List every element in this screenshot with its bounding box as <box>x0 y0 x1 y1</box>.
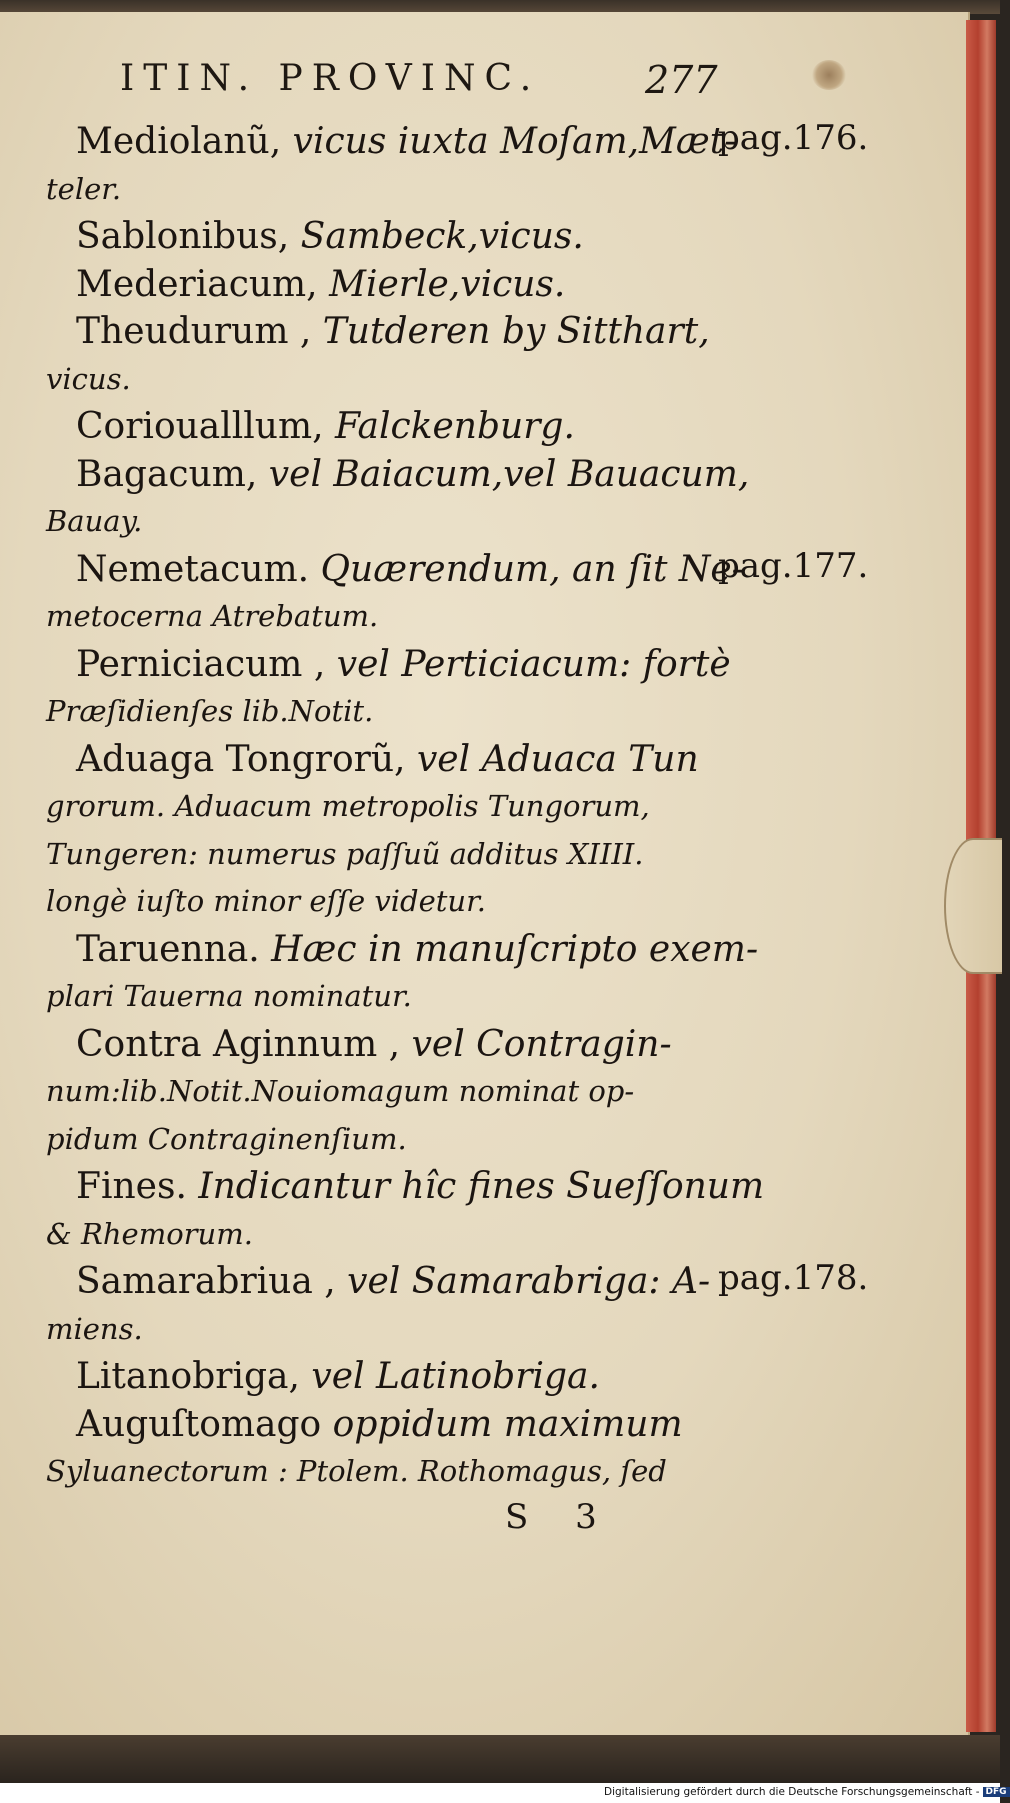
text-line <box>46 878 736 926</box>
text-line <box>46 451 750 499</box>
text-line <box>46 831 736 879</box>
text-line <box>46 356 736 404</box>
text-line <box>46 593 736 641</box>
lemma: Contra Aginnum , <box>76 1023 412 1065</box>
gloss: Falckenburg. <box>335 406 575 447</box>
lemma: Taruenna. <box>76 928 272 970</box>
lemma: Auguſtomago <box>76 1403 333 1445</box>
gloss: Tungeren: numerus paſſuũ additus XIIII. <box>46 836 644 871</box>
lemma: Nemetacum. <box>76 548 321 590</box>
book-page <box>0 12 970 1738</box>
scan-background-bottom <box>0 1735 1000 1783</box>
lemma: Mederiacum, <box>76 263 330 305</box>
lemma: Corioualllum, <box>76 406 336 447</box>
page-number: 277 <box>645 58 718 102</box>
lemma: Samarabriua , <box>76 1261 348 1302</box>
text-line <box>46 1401 736 1449</box>
text-line <box>46 1353 736 1401</box>
text-line <box>46 641 736 689</box>
gloss: vel Latinobriga. <box>311 1356 600 1397</box>
gloss: vel Contragin- <box>411 1023 672 1065</box>
lemma: Litanobriga, <box>76 1356 312 1397</box>
text-line <box>46 403 736 451</box>
gloss: Præſidienſes lib.Notit. <box>46 694 374 728</box>
text-line <box>46 926 759 974</box>
lemma: Sablonibus, <box>76 216 301 257</box>
gloss: plari Tauerna nominatur. <box>46 979 412 1013</box>
text-line <box>46 1116 736 1164</box>
lemma: Mediolanũ, <box>76 121 293 162</box>
gloss: num:lib.Notit.Nouiomagum nominat op- <box>46 1074 635 1108</box>
dfg-logo: DFG <box>983 1787 1010 1797</box>
gloss: & Rhemorum. <box>46 1216 253 1251</box>
gloss: oppidum maximum <box>332 1403 683 1445</box>
text-line <box>46 498 736 546</box>
gloss: longè iuſto minor eſſe videtur. <box>46 884 486 918</box>
text-line <box>46 688 736 736</box>
margin-page-reference: pag.177. <box>718 545 869 586</box>
text-line <box>46 546 744 594</box>
lemma: Aduaga Tongrorũ, <box>76 738 417 780</box>
gloss: vel Aduaca Tun <box>416 738 699 780</box>
gloss: vicus iuxta Moſam,Mæt- <box>292 121 737 162</box>
gloss: metocerna Atrebatum. <box>46 599 379 633</box>
text-line <box>46 308 736 356</box>
credit-text: Digitalisierung gefördert durch die Deutsche Forschungsgemeinschaft - <box>604 1786 980 1798</box>
text-line <box>46 973 736 1021</box>
text-block <box>46 118 765 1496</box>
text-line <box>46 166 736 214</box>
gloss: Quærendum, an ſit Ne- <box>320 548 744 590</box>
gloss: Mierle,vicus. <box>329 263 566 305</box>
page-header <box>0 58 968 108</box>
text-line <box>46 783 736 831</box>
gloss: Tutderen by Sitthart, <box>322 311 710 352</box>
page-edge-tab <box>944 838 1002 974</box>
gloss: Sambeck,vicus. <box>300 216 584 257</box>
text-line <box>46 1448 736 1496</box>
lemma: Perniciacum , <box>76 643 337 685</box>
gloss: Syluanectorum : Ptolem. Rothomagus, ſed <box>46 1454 667 1488</box>
signature-mark: S 3 <box>505 1497 615 1537</box>
text-line <box>46 1258 736 1306</box>
gloss: Hæc in manuſcripto exem- <box>271 928 759 970</box>
lemma: Fines. <box>76 1166 199 1207</box>
text-line <box>46 1163 765 1211</box>
margin-page-reference: pag.178. <box>718 1258 869 1298</box>
gloss: vicus. <box>46 361 131 396</box>
gloss: teler. <box>46 171 122 206</box>
text-line <box>46 736 736 784</box>
text-line <box>46 1021 736 1069</box>
text-line <box>46 1306 736 1354</box>
gloss: vel Perticiacum: fortè <box>336 643 731 685</box>
text-line <box>46 261 736 309</box>
digitization-credit <box>604 1786 1010 1798</box>
gloss: Bauay. <box>46 504 143 538</box>
gloss: grorum. Aduacum metropolis Tungorum, <box>46 789 650 823</box>
running-head: ITIN. PROVINC. <box>120 58 541 99</box>
gloss: Indicantur hîc fines Sueſſonum <box>198 1166 765 1207</box>
gloss: miens. <box>46 1311 143 1346</box>
lemma: Theudurum , <box>76 311 323 352</box>
lemma: Bagacum, <box>76 453 269 495</box>
text-line <box>46 213 736 261</box>
gloss: pidum Contraginenſium. <box>46 1121 407 1156</box>
text-line <box>46 1211 736 1259</box>
margin-page-reference: pag.176. <box>718 118 869 158</box>
text-line <box>46 1068 736 1116</box>
gloss: vel Baiacum,vel Bauacum, <box>268 453 750 495</box>
text-line <box>46 118 736 166</box>
gloss: vel Samarabriga: A- <box>347 1261 711 1302</box>
